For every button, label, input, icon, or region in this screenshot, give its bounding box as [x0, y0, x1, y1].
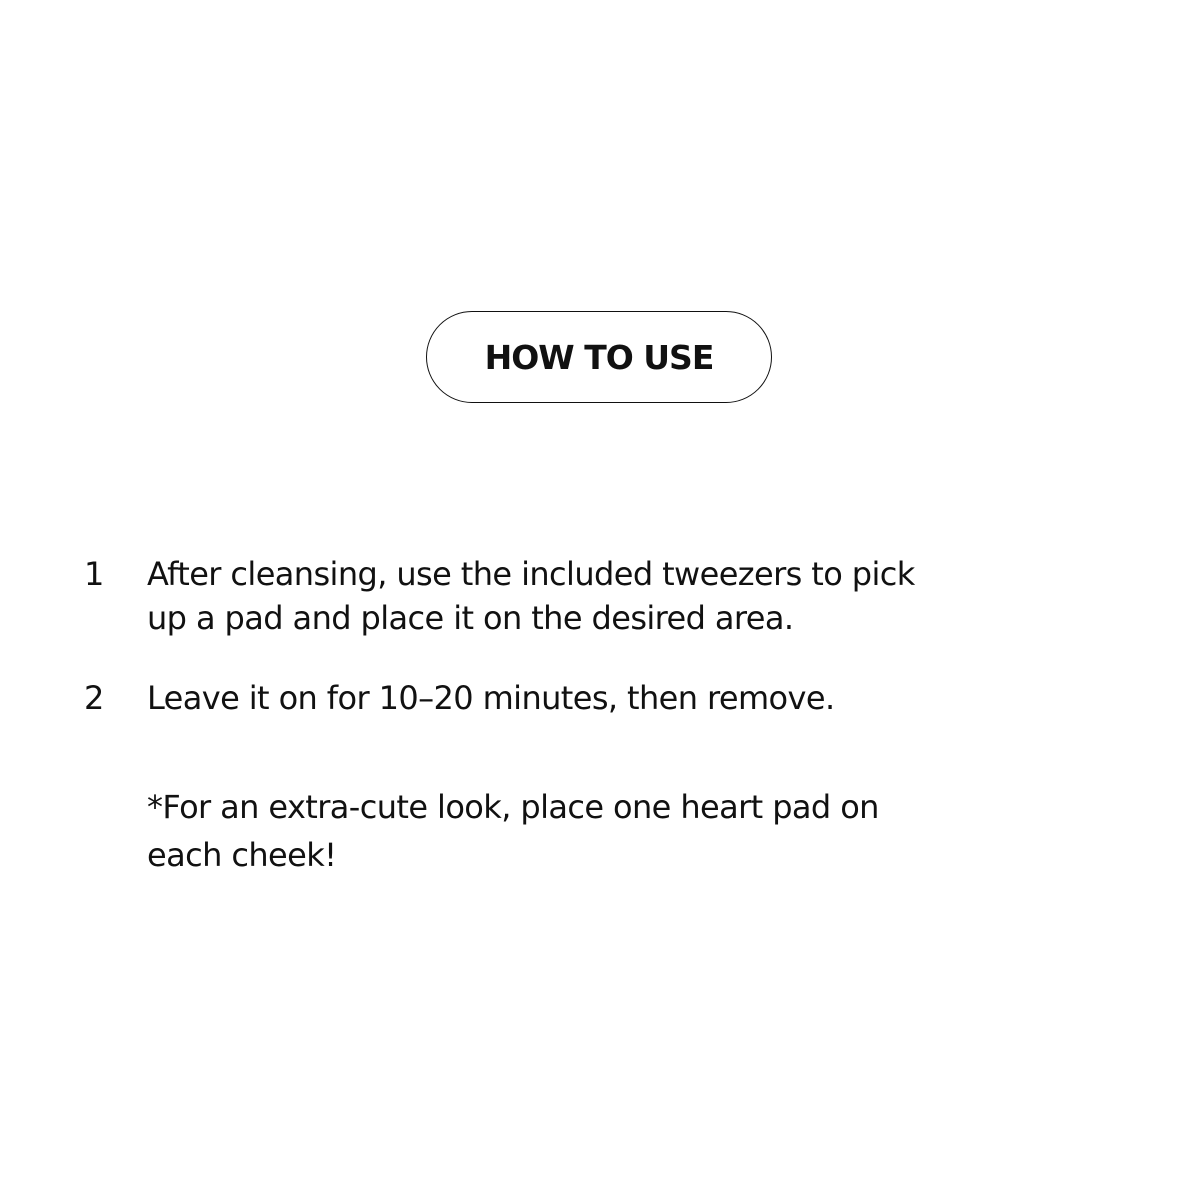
- step-text-line: Leave it on for 10–20 minutes, then remove.: [147, 679, 835, 717]
- tip-note: [147, 783, 1087, 879]
- tip-note-line: *For an extra-cute look, place one heart pad on: [147, 788, 879, 826]
- step-text: [147, 552, 1087, 640]
- step-number: 2: [84, 679, 105, 717]
- step-text: [147, 676, 1087, 720]
- step-text-line: up a pad and place it on the desired area.: [147, 599, 794, 637]
- tip-note-line: each cheek!: [147, 836, 337, 874]
- step-text-line: After cleansing, use the included tweezers to pick: [147, 555, 915, 593]
- step-number: 1: [84, 555, 105, 593]
- how-to-use-badge: [426, 311, 772, 403]
- how-to-use-title: HOW TO USE: [484, 337, 714, 377]
